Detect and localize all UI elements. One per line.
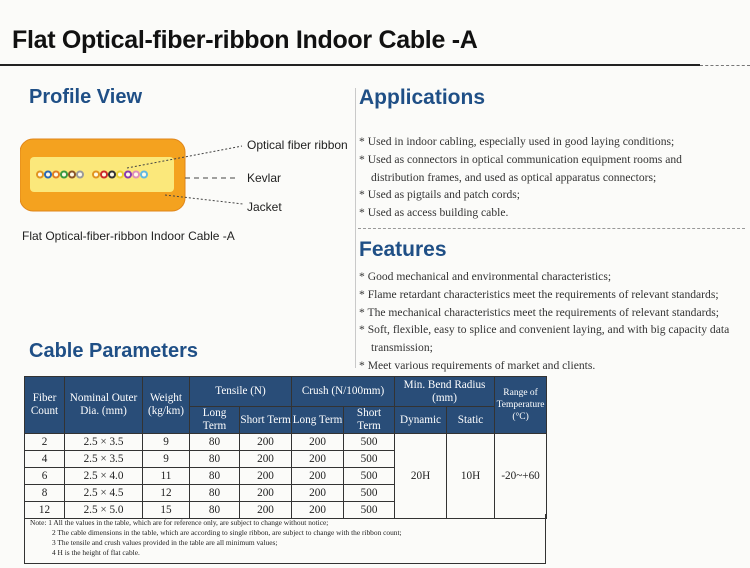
cell-weight: 12 — [143, 485, 190, 502]
cell-crush-long: 200 — [292, 451, 344, 468]
cell-outer-dia: 2.5 × 4.0 — [65, 468, 143, 485]
cell-crush-short: 500 — [344, 451, 395, 468]
cell-fiber-count: 2 — [25, 434, 65, 451]
header-crush-short-term: Short Term — [344, 407, 395, 434]
cell-tensile-long: 80 — [190, 485, 240, 502]
cell-crush-short: 500 — [344, 485, 395, 502]
applications-heading: Applications — [359, 86, 486, 109]
cell-static-radius: 10H — [447, 434, 495, 519]
cell-tensile-short: 200 — [240, 468, 292, 485]
cell-tensile-short: 200 — [240, 485, 292, 502]
section-divider — [358, 228, 745, 229]
header-tensile-short-term: Short Term — [240, 407, 292, 434]
cell-fiber-count: 8 — [25, 485, 65, 502]
cell-tensile-short: 200 — [240, 451, 292, 468]
cell-weight: 9 — [143, 451, 190, 468]
note-line: 2 The cable dimensions in the table, which are according to single ribbon, are subject to change with the ribbon count; — [52, 528, 402, 537]
header-tensile-long-term: Long Term — [190, 407, 240, 434]
features-item: * The mechanical characteristics meet the requirements of relevant standards; — [359, 305, 720, 319]
cell-crush-long: 200 — [292, 485, 344, 502]
cell-outer-dia: 2.5 × 3.5 — [65, 451, 143, 468]
jacket-label: Jacket — [247, 200, 282, 214]
table-row — [25, 434, 547, 451]
note-line: Note: 1 All the values in the table, which are for reference only, are subject to change without notice; — [30, 518, 329, 527]
cell-crush-short: 500 — [344, 434, 395, 451]
header-outer-dia: Nominal Outer Dia. (mm) — [65, 377, 143, 434]
applications-list — [359, 133, 744, 222]
profile-caption: Flat Optical-fiber-ribbon Indoor Cable -A — [22, 229, 235, 243]
cell-weight: 15 — [143, 502, 190, 519]
cell-tensile-long: 80 — [190, 468, 240, 485]
header-temperature: Range of Temperature (°C) — [495, 377, 547, 434]
cell-tensile-long: 80 — [190, 434, 240, 451]
header-weight: Weight (kg/km) — [143, 377, 190, 434]
kevlar-label: Kevlar — [247, 171, 282, 185]
note-line: 3 The tensile and crush values provided in the table are all minimum values; — [52, 538, 278, 547]
cell-tensile-long: 80 — [190, 451, 240, 468]
note-line: 4 H is the height of flat cable. — [52, 548, 140, 557]
cell-outer-dia: 2.5 × 3.5 — [65, 434, 143, 451]
cell-crush-short: 500 — [344, 468, 395, 485]
header-crush-long-term: Long Term — [292, 407, 344, 434]
features-item: * Flame retardant characteristics meet the requirements of relevant standards; — [359, 287, 719, 301]
cell-fiber-count: 4 — [25, 451, 65, 468]
cell-weight: 11 — [143, 468, 190, 485]
cell-tensile-short: 200 — [240, 502, 292, 519]
cell-tensile-long: 80 — [190, 502, 240, 519]
parameters-table — [24, 376, 547, 519]
applications-item-continued: distribution frames, and used as optical apparatus connectors; — [371, 170, 657, 184]
header-dynamic: Dynamic — [395, 407, 447, 434]
cell-dynamic-radius: 20H — [395, 434, 447, 519]
header-fiber-count: Fiber Count — [25, 377, 65, 434]
cell-crush-long: 200 — [292, 502, 344, 519]
header-bend-radius: Min. Bend Radius (mm) — [395, 377, 495, 407]
cell-temperature-range: -20~+60 — [495, 434, 547, 519]
applications-item: * Used in indoor cabling, especially used in good laying conditions; — [359, 135, 675, 148]
cell-crush-short: 500 — [344, 502, 395, 519]
cell-crush-long: 200 — [292, 468, 344, 485]
header-tensile: Tensile (N) — [190, 377, 292, 407]
cell-outer-dia: 2.5 × 4.5 — [65, 485, 143, 502]
cell-crush-long: 200 — [292, 434, 344, 451]
cell-tensile-short: 200 — [240, 434, 292, 451]
title-rule — [0, 64, 700, 66]
profile-heading: Profile View — [29, 86, 143, 108]
applications-item: * Used as connectors in optical communication equipment rooms and — [359, 152, 682, 166]
header-static: Static — [447, 407, 495, 434]
cell-fiber-count: 6 — [25, 468, 65, 485]
title-rule-dashed — [700, 65, 750, 66]
header-crush: Crush (N/100mm) — [292, 377, 395, 407]
features-item-continued: transmission; — [371, 341, 433, 355]
features-item: * Good mechanical and environmental characteristics; — [359, 270, 612, 283]
notes-box — [24, 514, 546, 564]
cell-weight: 9 — [143, 434, 190, 451]
features-heading: Features — [359, 238, 447, 261]
optical-fiber-ribbon-label: Optical fiber ribbon — [247, 138, 348, 152]
parameters-heading: Cable Parameters — [29, 340, 198, 362]
applications-item: * Used as pigtails and patch cords; — [359, 188, 520, 202]
features-item: * Meet various requirements of market and clients. — [359, 358, 596, 372]
column-divider — [355, 88, 356, 368]
applications-item: * Used as access building cable. — [359, 206, 509, 220]
page-title: Flat Optical-fiber-ribbon Indoor Cable -A — [12, 26, 478, 54]
cell-outer-dia: 2.5 × 5.0 — [65, 502, 143, 519]
cell-fiber-count: 12 — [25, 502, 65, 519]
features-list — [359, 268, 744, 375]
features-item: * Soft, flexible, easy to splice and convenient laying, and with big capacity data — [359, 323, 730, 337]
